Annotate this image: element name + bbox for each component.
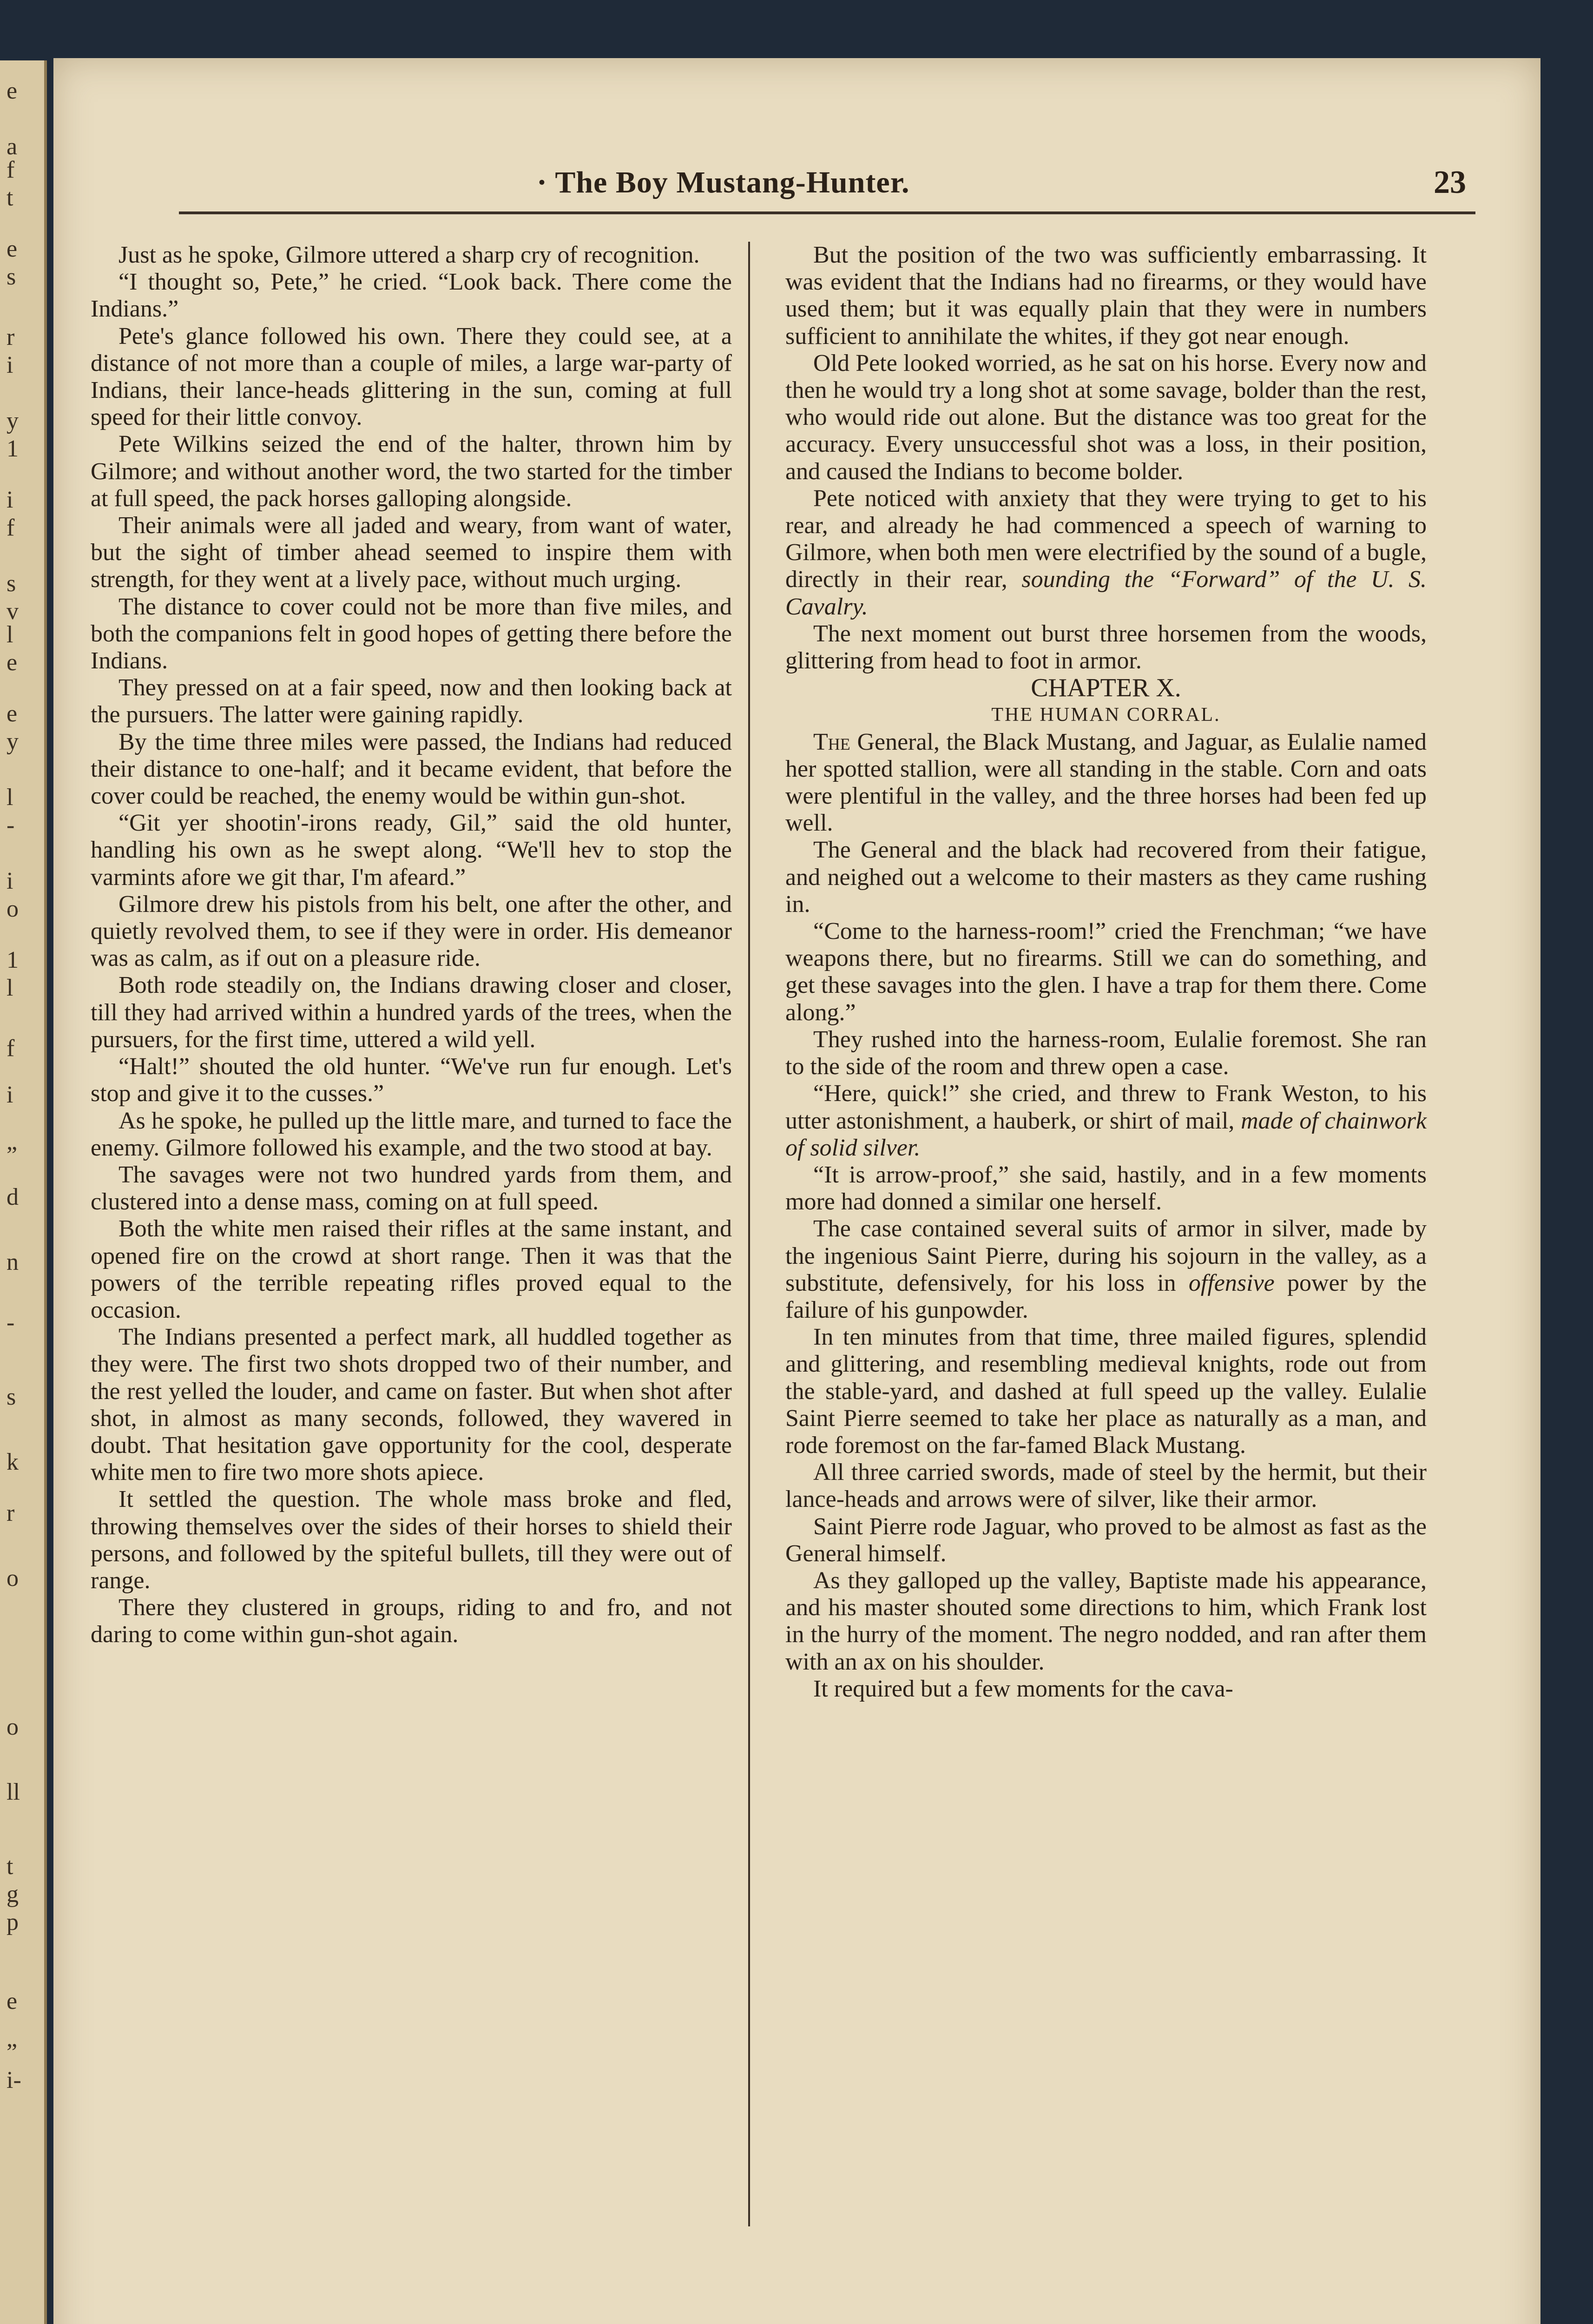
paragraph: As they galloped up the valley, Baptiste made his appearance, and his master shouted some directions to him, which Frank lost in the hurry of the moment. The negro nodded, and ran after them with an ax on his shoulder. bbox=[785, 1567, 1427, 1675]
paragraph-text: power by the failure of his gunpowder. bbox=[785, 1269, 1427, 1323]
prev-page-fragment: e bbox=[7, 700, 18, 727]
paragraph bbox=[785, 729, 1427, 837]
paragraph: The next moment out burst three horsemen from the woods, glittering from head to foot in armor. bbox=[785, 620, 1427, 674]
paragraph: “Git yer shootin'-irons ready, Gil,” said the old hunter, handling his own as he swept along. “We'll hev to stop the varmints afore we git thar, I'm afeard.” bbox=[91, 810, 732, 891]
prev-page-fragment: i bbox=[7, 1082, 13, 1108]
prev-page-fragment: f bbox=[7, 157, 15, 183]
prev-page-fragment: e bbox=[7, 649, 18, 676]
paragraph-text: Pete noticed with anxiety that they were trying to get to his rear, and already he had commenced a speech of warning to Gilmore, when both men were electrified by the sound of a bugle, directly in their rear, bbox=[785, 485, 1427, 593]
prev-page-fragment: e bbox=[7, 1988, 18, 2014]
paragraph: It required but a few moments for the cava- bbox=[813, 1675, 1233, 1702]
paragraph: “Come to the harness-room!” cried the Frenchman; “we have weapons there, but no firearms. Still we can do something, and get these savages into the glen. I have a trap for them there. Come along.” bbox=[785, 918, 1427, 1026]
prev-page-fragment: s bbox=[7, 264, 16, 290]
paragraph: But the position of the two was sufficiently embarrassing. It was evident that the Indians had no firearms, or they would have used them; but it was equally plain that they were in numbers sufficient to annihilate the whites, if they got near enough. bbox=[785, 242, 1427, 350]
prev-page-fragment: ” bbox=[7, 1142, 18, 1169]
prev-page-fragment: t bbox=[7, 1853, 13, 1880]
prev-page-fragment: i bbox=[7, 487, 13, 513]
italic-text: made of chainwork of solid silver. bbox=[785, 1107, 1427, 1161]
paragraph: Pete Wilkins seized the end of the halter, thrown him by Gilmore; and without another word, the two started for the timber at full speed, the pack horses galloping alongside. bbox=[91, 431, 732, 512]
paragraph: As he spoke, he pulled up the little mare, and turned to face the enemy. Gilmore followed his example, and the two stood at bay. bbox=[91, 1107, 732, 1161]
prev-page-fragment: r bbox=[7, 324, 15, 350]
prev-page-fragment: o bbox=[7, 896, 19, 922]
prev-page-fragment: - bbox=[7, 812, 15, 838]
prev-page-fragment: i- bbox=[7, 2067, 21, 2093]
paragraph: “Halt!” shouted the old hunter. “We've run fur enough. Let's stop and give it to the cusses.” bbox=[91, 1053, 732, 1107]
prev-page-fragment: f bbox=[7, 515, 15, 541]
prev-page-fragment: i bbox=[7, 868, 13, 894]
prev-page-fragment: 1 bbox=[7, 947, 19, 973]
prev-page-fragment: y bbox=[7, 728, 19, 755]
paragraph: It settled the question. The whole mass broke and fled, throwing themselves over the sides of their horses to shield their persons, and followed by the spiteful bullets, till they were out of range. bbox=[91, 1486, 732, 1594]
paragraph: There they clustered in groups, riding to and fro, and not daring to come within gun-shot again. bbox=[91, 1594, 732, 1648]
paragraph: They pressed on at a fair speed, now and then looking back at the pursuers. The latter were gaining rapidly. bbox=[91, 674, 732, 728]
paragraph: Just as he spoke, Gilmore uttered a sharp cry of recognition. bbox=[118, 242, 700, 268]
prev-page-fragment: e bbox=[7, 236, 18, 262]
paragraph: Pete's glance followed his own. There they could see, at a distance of not more than a couple of miles, a large war-party of Indians, their lance-heads glittering in the sun, coming at full speed for their little convoy. bbox=[91, 323, 732, 431]
paragraph: Both the white men raised their rifles at the same instant, and opened fire on the crowd at short range. Then it was that the powers of the terrible repeating rifles proved equal to the occasion. bbox=[91, 1215, 732, 1323]
prev-page-fragment: n bbox=[7, 1249, 19, 1275]
italic-text: offensive bbox=[1188, 1269, 1275, 1296]
paragraph: They rushed into the harness-room, Eulalie foremost. She ran to the side of the room and threw open a case. bbox=[785, 1026, 1427, 1080]
chapter-subheading: THE HUMAN CORRAL. bbox=[991, 704, 1221, 726]
prev-page-fragment: ” bbox=[7, 2039, 18, 2066]
prev-page-fragment: - bbox=[7, 1309, 15, 1336]
paragraph-text: General, the Black Mustang, and Jaguar, as Eulalie named her spotted stallion, were all standing in the stable. Corn and oats were plentiful in the valley, and the three horses had been fed up well. bbox=[785, 728, 1427, 837]
paragraph: Both rode steadily on, the Indians drawing closer and closer, till they had arrived within a hundred yards of the trees, when the pursuers, for the first time, uttered a wild yell. bbox=[91, 972, 732, 1053]
paragraph bbox=[785, 1215, 1427, 1324]
paragraph: Saint Pierre rode Jaguar, who proved to be almost as fast as the General himself. bbox=[785, 1513, 1427, 1567]
prev-page-fragment: s bbox=[7, 1384, 16, 1410]
prev-page-fragment: f bbox=[7, 1035, 15, 1062]
paragraph: In ten minutes from that time, three mailed figures, splendid and glittering, and resembling medieval knights, rode out from the stable-yard, and dashed at full speed up the valley. Eulalie Saint Pierre seemed to take her place as naturally as a man, and rode foremost on the far-famed Black Mustang. bbox=[785, 1324, 1427, 1459]
magazine-page bbox=[53, 58, 1540, 2324]
prev-page-fragment: o bbox=[7, 1714, 19, 1740]
paragraph: “I thought so, Pete,” he cried. “Look back. There come the Indians.” bbox=[91, 269, 732, 323]
previous-page-edge bbox=[0, 60, 47, 2324]
right-column bbox=[785, 242, 1427, 1703]
paragraph: The savages were not two hundred yards from them, and clustered into a dense mass, coming on at full speed. bbox=[91, 1161, 732, 1215]
prev-page-fragment: l bbox=[7, 621, 13, 648]
prev-page-fragment: 1 bbox=[7, 436, 19, 462]
paragraph: By the time three miles were passed, the Indians had reduced their distance to one-half; and it became evident, that before the cover could be reached, the enemy would be within gun-shot. bbox=[91, 728, 732, 810]
paragraph: “It is arrow-proof,” she said, hastily, and in a few moments more had donned a similar one herself. bbox=[785, 1161, 1427, 1215]
running-title: · The Boy Mustang-Hunter. bbox=[537, 165, 910, 199]
prev-page-fragment: t bbox=[7, 185, 13, 211]
paragraph-text: “Here, quick!” she cried, and threw to Frank Weston, to his utter astonishment, a hauberk, or shirt of mail, bbox=[785, 1080, 1427, 1134]
prev-page-fragment: g bbox=[7, 1881, 19, 1908]
paragraph: Their animals were all jaded and weary, from want of water, but the sight of timber ahead seemed to inspire them with strength, for they went at a lively pace, without much urging. bbox=[91, 512, 732, 593]
paragraph: Old Pete looked worried, as he sat on his horse. Every now and then he would try a long shot at some savage, bolder than the rest, who would ride out alone. But the distance was too great for the accuracy. Every unsuccessful shot was a loss, in their position, and caused the Indians to become bolder. bbox=[785, 350, 1427, 485]
prev-page-fragment: s bbox=[7, 570, 16, 597]
drop-word: The bbox=[813, 728, 850, 755]
prev-page-fragment: l bbox=[7, 975, 13, 1001]
italic-text: sounding the “Forward” of the U. S. Cavalry. bbox=[785, 566, 1427, 620]
prev-page-fragment: ll bbox=[7, 1779, 20, 1805]
paragraph bbox=[785, 1080, 1427, 1162]
paragraph bbox=[785, 485, 1427, 621]
prev-page-fragment: p bbox=[7, 1909, 19, 1935]
page-number: 23 bbox=[1434, 165, 1466, 200]
prev-page-fragment: e bbox=[7, 78, 18, 104]
paragraph: The distance to cover could not be more than five miles, and both the companions felt in good hopes of getting there before the Indians. bbox=[91, 593, 732, 674]
prev-page-fragment: a bbox=[7, 133, 18, 160]
left-column bbox=[91, 242, 732, 1649]
prev-page-fragment: r bbox=[7, 1500, 15, 1526]
header-rule bbox=[179, 211, 1475, 214]
chapter-heading: CHAPTER X. bbox=[1031, 673, 1181, 703]
running-header bbox=[109, 160, 1485, 225]
prev-page-fragment: l bbox=[7, 784, 13, 811]
paragraph: The General and the black had recovered from their fatigue, and neighed out a welcome to their masters as they came rushing in. bbox=[785, 837, 1427, 918]
prev-page-fragment: i bbox=[7, 352, 13, 378]
prev-page-fragment: y bbox=[7, 408, 19, 434]
column-divider bbox=[748, 242, 750, 2226]
prev-page-fragment: v bbox=[7, 598, 19, 625]
paragraph-text: The case contained several suits of armor in silver, made by the ingenious Saint Pierre, during his sojourn in the valley, as a substitute, defensively, for his loss in bbox=[785, 1215, 1427, 1296]
prev-page-fragment: o bbox=[7, 1565, 19, 1591]
paragraph: The Indians presented a perfect mark, all huddled together as they were. The first two shots dropped two of their number, and the rest yelled the louder, and came on faster. But when shot after shot, in almost as many seconds, followed, they wavered in doubt. That hesitation gave opportunity for the cool, desperate white men to fire two more shots apiece. bbox=[91, 1324, 732, 1486]
prev-page-fragment: k bbox=[7, 1449, 19, 1475]
prev-page-fragment: d bbox=[7, 1184, 19, 1210]
paragraph: Gilmore drew his pistols from his belt, one after the other, and quietly revolved them, to see if they were in order. His demeanor was as calm, as if out on a pleasure ride. bbox=[91, 891, 732, 972]
paragraph: All three carried swords, made of steel by the hermit, but their lance-heads and arrows were of silver, like their armor. bbox=[785, 1459, 1427, 1513]
